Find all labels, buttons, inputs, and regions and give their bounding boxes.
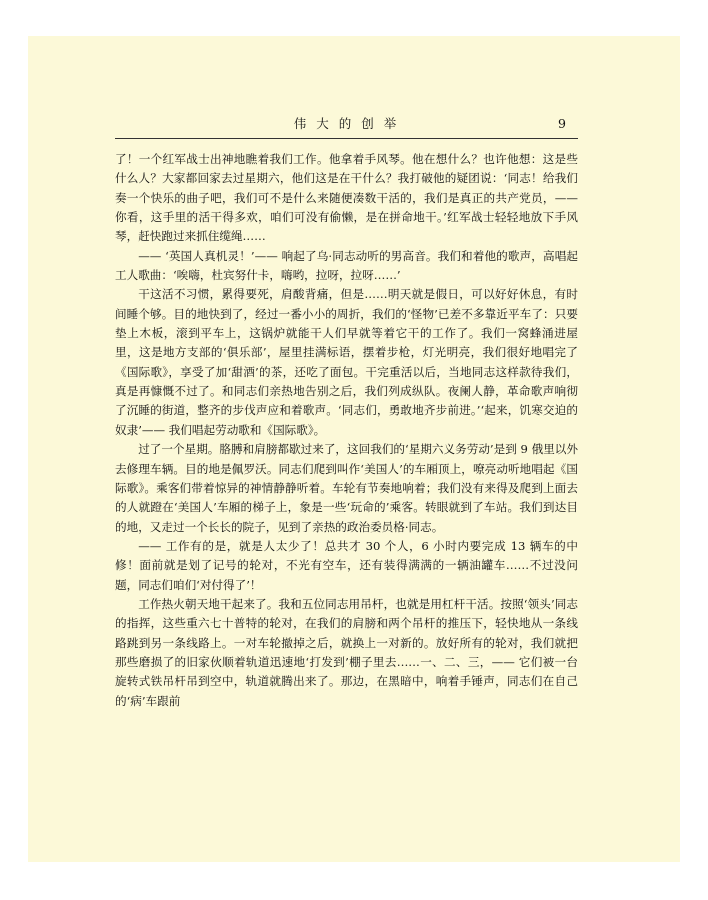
paragraph-1: 了！一个红军战士出神地瞧着我们工作。他拿着手风琴。他在想什么？也许他想：这是些什么人？大家都回家去过星期六，他们这是在干什么？我打破他的疑团说：‘同志！给我们奏一个快乐的曲子吧，我们可不是什么来随便凑数干活的，我们是真正的共产党员，—— 你看，这手里的活干得多欢，咱们可没有偷懒，是在拼命地干。’红军战士轻轻地放下手风琴，赶快跑过来抓住缆绳…… [115,152,578,244]
chapter-title: 伟 大 的 创 举 [293,116,400,131]
paragraph-4: 过了一个星期。胳膊和肩膀都歇过来了，这回我们的‘星期六义务劳动’是到 9 俄里以外去修理车辆。目的地是佩罗沃。同志们爬到叫作‘美国人’的车厢顶上，嘹亮动听地唱起《国际歌》。乘客们带着惊异的神情静静听着。车轮有节奏地响着；我们没有来得及爬到上面去的人就蹬在‘美国人’车厢的梯子上，象是一些‘玩命的’乘客。转眼就到了车站。我们到达目的地，又走过一个长长的院子，见到了亲热的政治委员格·同志。 [115,442,578,534]
paragraph-5: —— 工作有的是，就是人太少了！总共才 30 个人，6 小时内要完成 13 辆车的中修！面前就是划了记号的轮对，不光有空车，还有装得满满的一辆油罐车……不过没问题，同志们咱们‘对付得了’！ [115,538,578,592]
paragraph-6: 工作热火朝天地干起来了。我和五位同志用吊杆，也就是用杠杆干活。按照‘领头’同志的指挥，这些重六七十普特的轮对，在我们的肩膀和两个吊杆的推压下，轻快地从一条线路跳到另一条线路上。一对车轮撤掉之后，就换上一对新的。放好所有的轮对，我们就把那些磨损了的旧家伙顺着轨道迅速地‘打发到’棚子里去……一、二、三，—— 它们被一台旋转式铁吊杆吊到空中，轨道就腾出来了。那边，在黑暗中，响着手锤声，同志们在自己的‘病’车跟前 [115,596,578,708]
body-text [115,150,578,711]
running-header [115,114,578,139]
paragraph-3: 干这活不习惯，累得要死，肩酸背痛，但是……明天就是假日，可以好好休息，有时间睡个够。目的地快到了，经过一番小小的周折，我们的‘怪物’已差不多靠近平车了：只要垫上木板，滚到平车上，这锅炉就能干人们早就等着它干的工作了。我们一窝蜂涌进屋里，这是地方支部的‘俱乐部’，屋里挂满标语，摆着步枪，灯光明亮，我们很好地唱完了《国际歌》，享受了加‘甜酒’的茶，还吃了面包。干完重活以后，当地同志这样款待我们，真是再慷慨不过了。和同志们亲热地告别之后，我们列成纵队。夜阑人静，革命歌声响彻了沉睡的街道，整齐的步伐声应和着歌声。‘同志们，勇敢地齐步前进。’‘起来，饥寒交迫的奴隶’—— 我们唱起劳动歌和《国际歌》。 [115,287,578,437]
paragraph-2: —— ‘英国人真机灵！’—— 响起了乌·同志动听的男高音。我们和着他的歌声，高唱起工人歌曲：‘唉嗨，杜宾努什卡，嗨哟，拉呀，拉呀……’ [115,248,578,283]
page-number: 9 [558,116,566,131]
